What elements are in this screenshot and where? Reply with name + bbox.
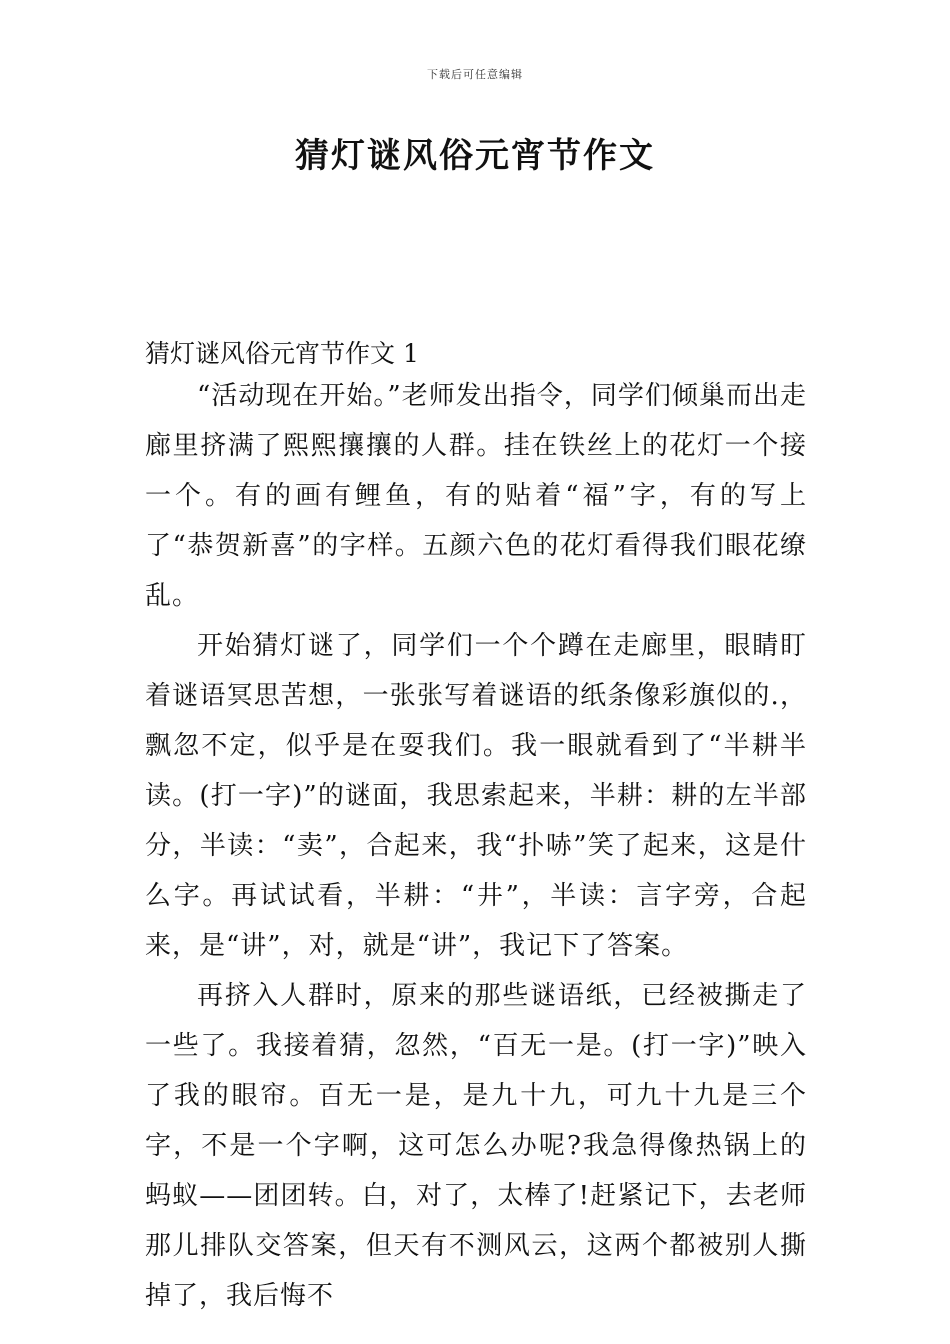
paragraph: “活动现在开始。”老师发出指令，同学们倾巢而出走廊里挤满了熙熙攘攘的人群。挂在铁丝上的花灯一个接一个。有的画有鲤鱼，有的贴着“福”字，有的写上了“恭贺新喜”的字样。五颜六色的花灯看得我们眼花缭乱。 [145,381,807,611]
section-heading: 猜灯谜风俗元宵节作文 1 [145,339,419,368]
header-note: 下载后可任意编辑 [427,68,523,81]
paragraph: 再挤入人群时，原来的那些谜语纸，已经被撕走了一些了。我接着猜，忽然，“百无一是。(打一字)”映入了我的眼帘。百无一是，是九十九，可九十九是三个字，不是一个字啊，这可怎么办呢?我急得像热锅上的蚂蚁——团团转。白，对了，太棒了!赶紧记下，去老师那儿排队交答案，但天有不测风云，这两个都被别人撕掉了，我后悔不 [145,981,807,1311]
document-title: 猜灯谜风俗元宵节作文 [295,136,655,176]
document-body [145,371,807,1321]
paragraph: 开始猜灯谜了，同学们一个个蹲在走廊里，眼睛盯着谜语冥思苦想，一张张写着谜语的纸条像彩旗似的.，飘忽不定，似乎是在耍我们。我一眼就看到了“半耕半读。(打一字)”的谜面，我思索起来，半耕：耕的左半部分，半读：“卖”，合起来，我“扑哧”笑了起来，这是什么字。再试试看，半耕：“井”，半读：言字旁，合起来，是“讲”，对，就是“讲”，我记下了答案。 [145,631,807,961]
